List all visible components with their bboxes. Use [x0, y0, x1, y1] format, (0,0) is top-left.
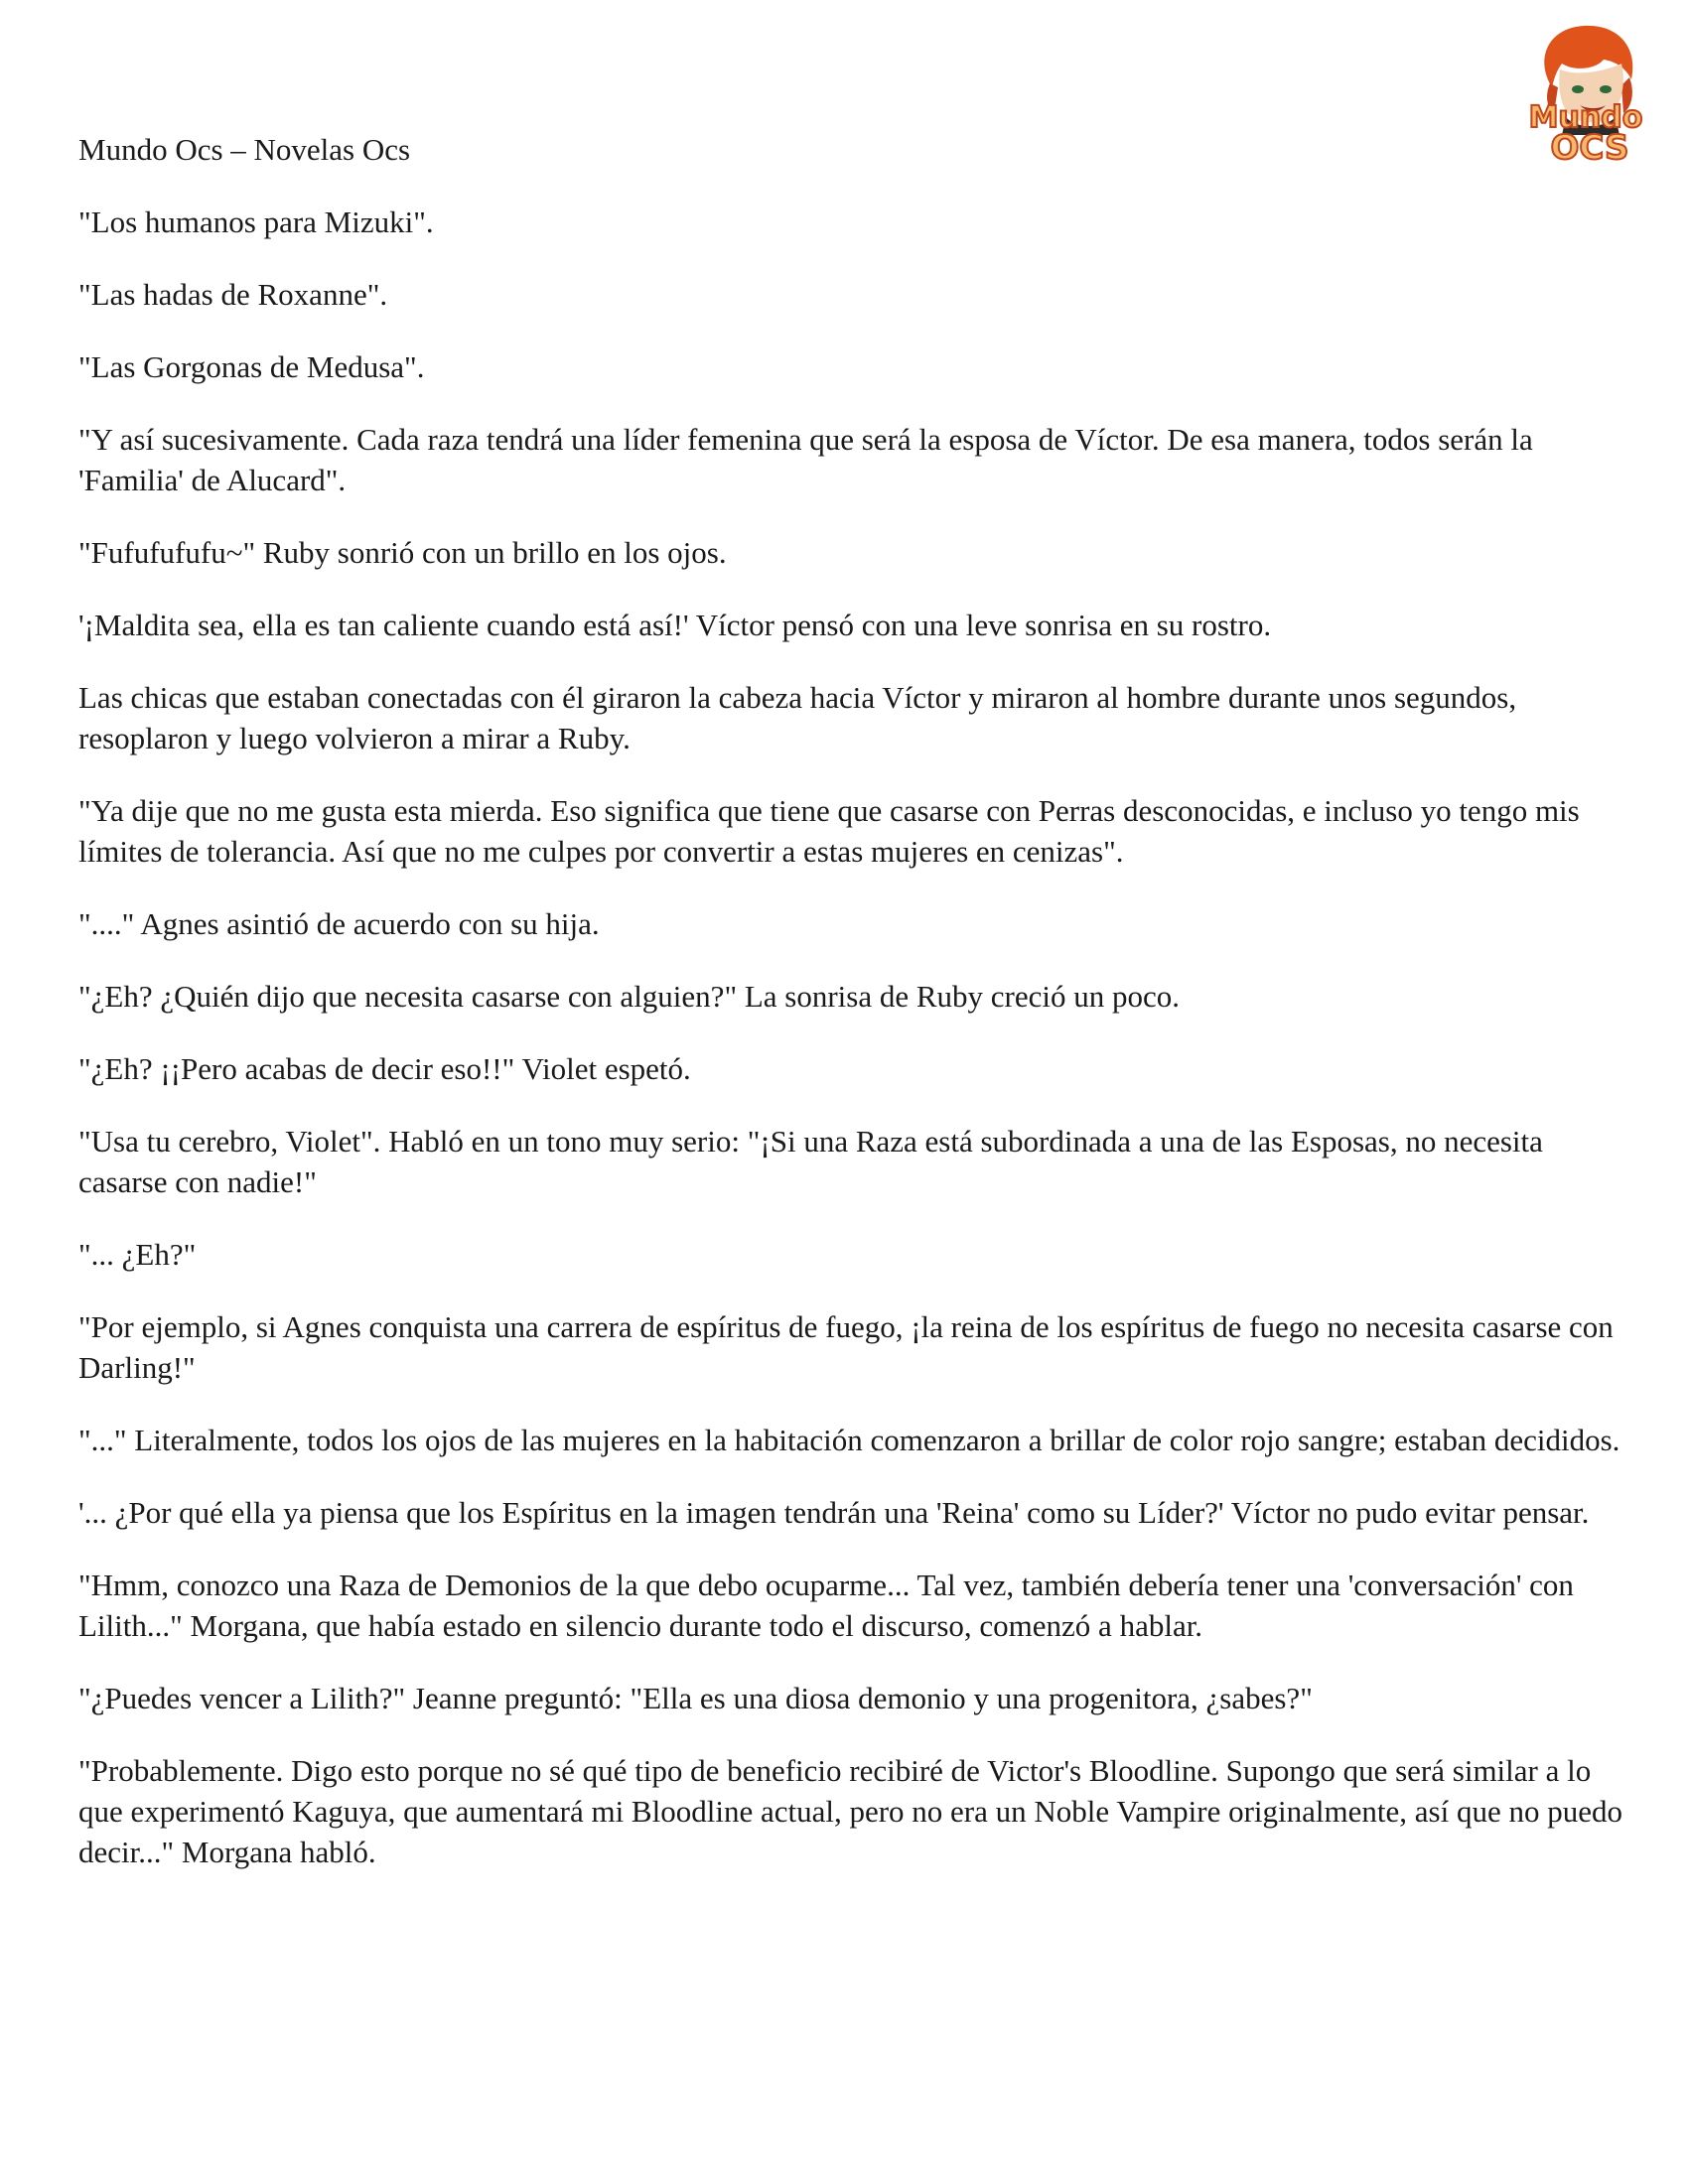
paragraph: Las chicas que estaban conectadas con él giraron la cabeza hacia Víctor y miraron al hombre durante unos segundos, resoplaron y luego volvieron a mirar a Ruby. — [78, 680, 1524, 755]
paragraph: "..." Literalmente, todos los ojos de las mujeres en la habitación comenzaron a brillar de color rojo sangre; estaban decididos. — [78, 1423, 1620, 1457]
paragraph: "Probablemente. Digo esto porque no sé qué tipo de beneficio recibiré de Victor's Bloodline. Supongo que será similar a lo que experimentó Kaguya, que aumentará mi Bloodline actual, pero no era un Noble Vampire originalmente, así que no puedo decir..." Morgana habló. — [78, 1753, 1630, 1869]
logo-text-ocs: OCS — [1550, 128, 1629, 168]
paragraph: "Y así sucesivamente. Cada raza tendrá una líder femenina que será la esposa de Víctor. De esa manera, todos serán la 'Familia' de Alucard". — [78, 422, 1541, 497]
paragraph: "Por ejemplo, si Agnes conquista una carrera de espíritus de fuego, ¡la reina de los espíritus de fuego no necesita casarse con Darling!" — [78, 1309, 1621, 1385]
paragraph: "¿Puedes vencer a Lilith?" Jeanne preguntó: "Ella es una diosa demonio y una progenitora, ¿sabes?" — [78, 1681, 1313, 1715]
logo-text-mundo: Mundo — [1528, 100, 1643, 135]
paragraph: "Las hadas de Roxanne". — [78, 277, 388, 312]
paragraph: "Los humanos para Mizuki". — [78, 205, 434, 239]
paragraph: "Fufufufufu~" Ruby sonrió con un brillo en los ojos. — [78, 535, 727, 570]
document-body — [78, 129, 1630, 1904]
paragraph: "...." Agnes asintió de acuerdo con su hija. — [78, 906, 600, 941]
paragraph: "Usa tu cerebro, Violet". Habló en un tono muy serio: "¡Si una Raza está subordinada a una de las Esposas, no necesita casarse con nadie!" — [78, 1124, 1551, 1199]
paragraph: "¿Eh? ¿Quién dijo que necesita casarse con alguien?" La sonrisa de Ruby creció un poco. — [78, 979, 1181, 1014]
site-title: Mundo Ocs – Novelas Ocs — [78, 132, 411, 167]
paragraph: "Ya dije que no me gusta esta mierda. Eso significa que tiene que casarse con Perras desconocidas, e incluso yo tengo mis límites de tolerancia. Así que no me culpes por convertir a estas mujeres en cenizas". — [78, 793, 1588, 869]
paragraph: "¿Eh? ¡¡Pero acabas de decir eso!!" Violet espetó. — [78, 1051, 691, 1086]
paragraph: '... ¿Por qué ella ya piensa que los Espíritus en la imagen tendrán una 'Reina' como su Líder?' Víctor no pudo evitar pensar. — [78, 1495, 1590, 1530]
paragraph: "Hmm, conozco una Raza de Demonios de la que debo ocuparme... Tal vez, también debería tener una 'conversación' con Lilith..." Morgana, que había estado en silencio durante todo el discurso, comenzó a hablar. — [78, 1568, 1582, 1643]
paragraph: "... ¿Eh?" — [78, 1237, 197, 1272]
paragraph: '¡Maldita sea, ella es tan caliente cuando está así!' Víctor pensó con una leve sonrisa en su rostro. — [78, 608, 1272, 642]
paragraph: "Las Gorgonas de Medusa". — [78, 349, 425, 384]
